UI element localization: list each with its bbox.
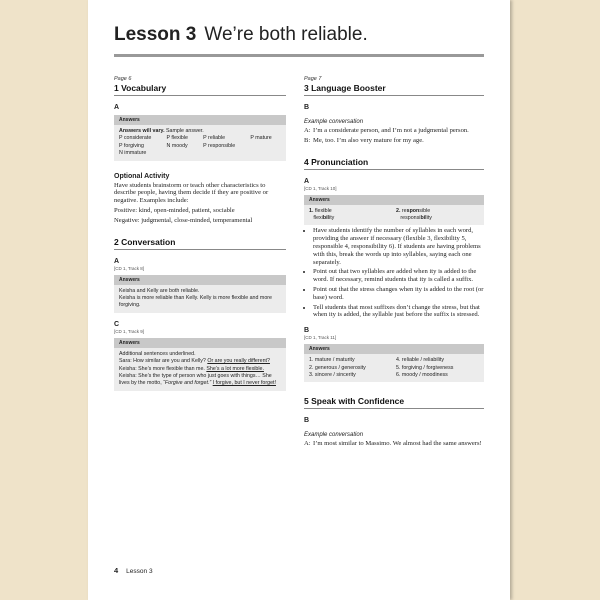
lesson-number: Lesson 3 <box>114 24 197 45</box>
list-item: • Point out that the stress changes when ity is added to the root (or base) word. <box>313 286 484 302</box>
dialogue: A: I’m most similar to Massimo. We almost had the same answers! <box>304 440 482 448</box>
part-letter: A <box>114 257 120 265</box>
lesson-title <box>114 24 368 46</box>
part-letter: A <box>304 177 310 185</box>
section-heading-speak-with-confidence: 5 Speak with Confidence <box>304 396 484 409</box>
vocab-answer-grid: P considerate P flexible P reliable P mature P forgiving N moody P responsible N immature <box>119 135 272 157</box>
dialogue: A: I’m a considerate person, and I’m not a judgmental person. <box>304 127 469 134</box>
page-ref: Page 6 <box>114 76 132 82</box>
cd-track: [CD 1, Track 10] <box>304 185 337 191</box>
section-heading-vocabulary: 1 Vocabulary <box>114 83 286 96</box>
optional-activity-heading: Optional Activity <box>114 172 170 180</box>
answers-box: Answers 1. mature / maturity 4. reliable / reliability 2. generous / generosity 5. forgiving / forgiveness 3. sincere / sincerity 6. moody / moodiness <box>304 344 484 382</box>
left-column <box>114 76 286 391</box>
negative-examples: Negative: judgmental, close-minded, temperamental <box>114 216 253 224</box>
right-column <box>304 76 484 448</box>
title-rule <box>114 54 484 57</box>
page-footer <box>114 566 153 575</box>
part-letter: B <box>304 104 310 111</box>
answers-header: Answers <box>114 338 286 348</box>
answers-header: Answers <box>304 195 484 205</box>
document-page <box>88 0 510 600</box>
part-letter: A <box>114 104 120 111</box>
answers-box: Answers 1. flexible flexibility 2. responsible responsibility <box>304 195 484 226</box>
cd-track: [CD 1, Track 11] <box>304 335 337 341</box>
part-letter: C <box>114 320 120 328</box>
example-label: Example conversation <box>304 119 364 125</box>
section-heading-conversation: 2 Conversation <box>114 237 286 250</box>
page-ref: Page 7 <box>304 76 322 82</box>
list-item: • Point out that two syllables are added when ity is added to the word. If necessary, remind students that ity is called a suffix. <box>313 268 484 284</box>
cd-track: [CD 1, Track 9] <box>114 328 145 334</box>
footer-label: Lesson 3 <box>126 568 153 575</box>
section-heading-pronunciation: 4 Pronunciation <box>304 157 484 170</box>
part-letter: B <box>304 327 310 335</box>
positive-examples: Positive: kind, open-minded, patient, sociable <box>114 207 235 215</box>
list-item: • Have students identify the number of syllables in each word, providing the answer if necessary (flexible 3, flexibility 5, responsible 4, responsibility 6). If students are having problems with this, break the words up into syllables, saying each one separately. <box>313 227 484 266</box>
answers-box: Answers Additional sentences underlined. Sara: How similar are you and Kelly? Or are you really different? Keisha: She’s more flexible than me. She’s a lot more flexible. Keisha: She’s the type of person who just goes with things… She lives by the motto, “Forgive and forget.” I forgive, but I never forget! <box>114 338 286 391</box>
lesson-subtitle: We’re both reliable. <box>204 24 368 45</box>
answers-header: Answers <box>114 275 286 285</box>
list-item: • Tell students that most suffixes don’t change the stress, but that when ity is added, the syllable just before the suffix is stressed. <box>313 304 484 320</box>
answers-header: Answers <box>114 115 286 125</box>
optional-activity-text: Have students brainstorm or teach other characteristics to describe people, having them decide if they are positive or negative. Examples include: <box>114 181 269 205</box>
cd-track: [CD 1, Track 8] <box>114 265 145 271</box>
answers-lead: Answers will vary. <box>119 128 165 134</box>
answers-box: Answers Answers will vary. Sample answer. P considerate P flexible P reliable P mature P forgiving N moody P responsible N immature <box>114 115 286 161</box>
answers-box: Answers Keisha and Kelly are both reliable. Keisha is more reliable than Kelly. Kelly is more flexible and more forgiving. <box>114 275 286 313</box>
example-label: Example conversation <box>304 432 364 439</box>
dialogue: B: Me, too. I’m also very mature for my age. <box>304 136 424 144</box>
part-letter: B <box>304 417 310 425</box>
section-heading-language-booster: 3 Language Booster <box>304 83 484 96</box>
teaching-notes <box>304 227 484 319</box>
page-number: 4 <box>114 566 119 575</box>
answers-header: Answers <box>304 344 484 354</box>
